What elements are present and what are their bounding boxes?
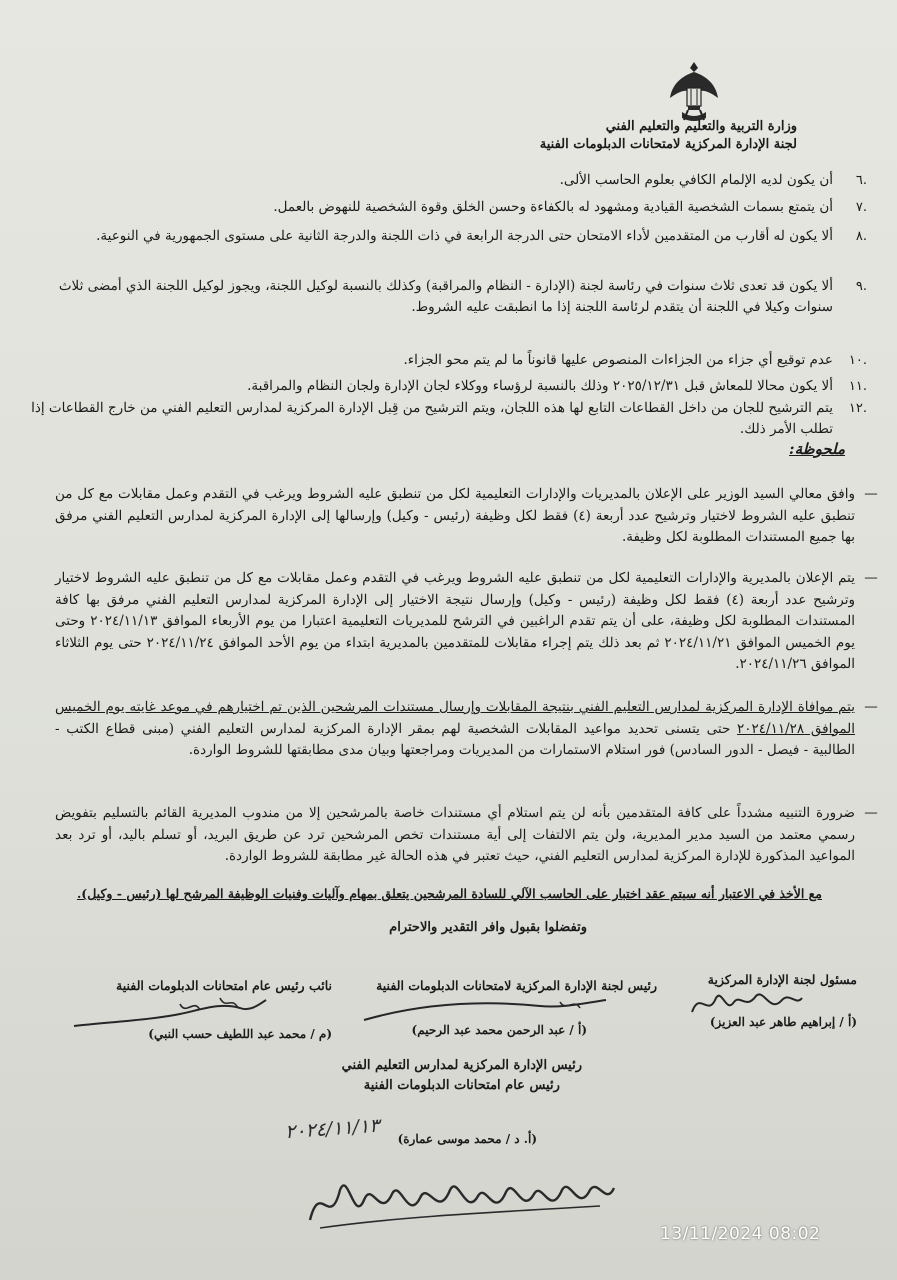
signatory-title: نائب رئيس عام امتحانات الدبلومات الفنية xyxy=(116,978,332,993)
handwritten-date: ٢٠٢٤/١١/١٣ xyxy=(284,1114,381,1144)
computer-test-note: مع الأخذ في الاعتبار أنه سيتم عقد اختبار على الحاسب الآلي للسادة المرشحين يتعلق بمهام وآليات وفنيات الوظيفة المرشح لها (رئيس - وكيل). xyxy=(76,886,822,901)
bullet-text: حتى يتسنى تحديد مواعيد المقابلات الشخصية لهم بمقر الإدارة المركزية لمدارس التعليم الفني (مبنى قطاع الكتب - الطالبية - فيصل - الدور السادس) فور استلام الاستمارات من المديريات ومراجعتها وبيان مدى مطابقتها للشروط الواردة. xyxy=(55,720,855,758)
bullet-text: وافق معالي السيد الوزير على الإعلان بالمديريات والإدارات التعليمية لكل من تنطبق عليه الشروط ويرغب في التقدم وعمل مقابلات مع كل من تنطبق عليه الشروط لاختيار وترشيح عدد أربعة (٤) فقط لكل وظيفة (رئيس - وكيل) وإرسالها إلى الإدارة المركزية لمدارس التعليم الفني مرفق بها جميع المستندات المطلوبة لكل وظيفة. xyxy=(55,486,855,545)
bullet-dash: — xyxy=(864,805,878,821)
condition-item xyxy=(22,350,867,371)
condition-number: .٩ xyxy=(855,279,867,294)
condition-text: ألا يكون قد تعدى ثلاث سنوات في رئاسة لجنة (الإدارة - النظام والمراقبة) وكذلك بالنسبة لوكيل اللجنة، ويجوز لوكيل اللجنة الذي أمضى ثلاث سنوات وكيلا في اللجنة أن يتقدم لرئاسة اللجنة إذا ما انطبقت عليه الشروط. xyxy=(58,278,833,315)
condition-text: ألا يكون له أقارب من المتقدمين لأداء الامتحان حتى الدرجة الرابعة في ذات اللجنة والدرجة الثانية على مستوى الجمهورية في النوعية. xyxy=(96,228,833,244)
condition-number: .٧ xyxy=(855,200,867,215)
president-name: (أ. د / محمد موسى عمارة) xyxy=(397,1132,537,1146)
signatory-name: (م / محمد عبد اللطيف حسب النبي) xyxy=(148,1027,332,1041)
condition-number: .٨ xyxy=(855,229,867,244)
ministry-name: وزارة التربية والتعليم والتعليم الفني xyxy=(605,119,797,134)
condition-text: يتم الترشيح للجان من داخل القطاعات التابع لها هذه اللجان، ويتم الترشيح من قِبل الإدارة المركزية لمدارس التعليم الفني من خارج القطاعات إذا تطلب الأمر ذلك. xyxy=(31,400,833,437)
note-bullet xyxy=(55,568,878,676)
condition-text: أن يكون لديه الإلمام الكافي بعلوم الحاسب الألى. xyxy=(559,172,833,188)
signature-scribble-icon xyxy=(360,996,610,1026)
signatory-name: (أ / عبد الرحمن محمد عبد الرحيم) xyxy=(411,1023,587,1037)
condition-number: .١٢ xyxy=(848,401,867,416)
condition-item xyxy=(22,170,867,191)
condition-number: .١٠ xyxy=(848,353,867,368)
bullet-dash: — xyxy=(864,570,878,586)
closing-line: وتفضلوا بقبول وافر التقدير والاحترام xyxy=(389,920,587,935)
signatory-name: (أ / إبراهيم طاهر عبد العزيز) xyxy=(709,1015,857,1029)
note-heading: ملحوظة: xyxy=(789,440,845,458)
condition-item xyxy=(22,226,867,247)
bullet-text: ضرورة التنبيه مشدداً على كافة المتقدمين بأنه لن يتم استلام أي مستندات خاصة بالمرشحين إلا من مندوب المديرية القائم بالتسليم بتفويض رسمي معتمد من السيد مدير المديرية، ولن يتم الالتفات إلى أية مستندات تخص المرشحين ترد عن طريق البريد، أو تسلم باليد، أو ترد بعد المواعيد المذكورة للإدارة المركزية لمدارس التعليم الفني، حيث تعتبر في هذه الحالة غير مطابقة للشروط الواردة. xyxy=(55,805,855,864)
condition-text: عدم توقيع أي جزاء من الجزاءات المنصوص عليها قانوناً ما لم يتم محو الجزاء. xyxy=(403,352,833,368)
note-bullet xyxy=(55,484,878,549)
condition-text: ألا يكون محالا للمعاش قبل ٢٠٢٥/١٢/٣١ وذلك بالنسبة لرؤساء ووكلاء لجان الإدارة ولجان النظام والمراقبة. xyxy=(247,378,833,394)
note-bullet xyxy=(55,803,878,868)
condition-item xyxy=(22,398,867,440)
condition-text: أن يتمتع بسمات الشخصية القيادية ومشهود له بالكفاءة وحسن الخلق وقوة الشخصية للنهوض بالعمل. xyxy=(273,199,833,215)
condition-number: .٦ xyxy=(855,173,867,188)
president-block xyxy=(342,1056,582,1096)
signatory-title: رئيس لجنة الإدارة المركزية لامتحانات الدبلومات الفنية xyxy=(376,978,657,993)
bullet-underlined-text: يتم موافاة الإدارة المركزية لمدارس التعليم الفني بنتيجة المقابلات وإرسال مستندات المرشحين الذين تم اختيارهم في موعد غايته يوم الخميس الموافق ٢٠٢٤/١١/٢٨ xyxy=(55,699,855,737)
bullet-dash: — xyxy=(864,699,878,715)
condition-item xyxy=(22,276,867,318)
signature-scribble-icon xyxy=(70,992,270,1032)
condition-item xyxy=(22,376,867,397)
signature-scribble-icon xyxy=(686,984,806,1024)
signatory-title: مسئول لجنة الإدارة المركزية xyxy=(707,972,857,987)
bullet-text: يتم الإعلان بالمديرية والإدارات التعليمية لكل من تنطبق عليه الشروط ويرغب في التقدم وعمل مقابلات مع كل من تنطبق عليه الشروط لاختيار وترشيح عدد أربعة (٤) فقط لكل وظيفة (رئيس - وكيل) وإرسال نتيجة الاختيار إلى الإدارة المركزية لمدارس التعليم الفني مرفق بها كافة المستندات المطلوبة لكل وظيفة، على أن يتم تقدم الراغبين في الترشح للمديريات التعليمية اعتبارا من يوم الأربعاء الموافق ٢٠٢٤/١١/١٣ وحتى يوم الخميس الموافق ٢٠٢٤/١١/٢١ ثم بعد ذلك يتم إجراء مقابلات للمتقدمين بالمديرية ابتداء من يوم الأحد الموافق ٢٠٢٤/١١/٢٤ حتى يوم الثلاثاء الموافق ٢٠٢٤/١١/٢٦. xyxy=(55,570,855,672)
bullet-dash: — xyxy=(864,486,878,502)
photo-timestamp: 13/11/2024 08:02 xyxy=(660,1224,821,1244)
committee-name: لجنة الإدارة المركزية لامتحانات الدبلومات الفنية xyxy=(539,137,797,152)
condition-item xyxy=(22,197,867,218)
note-bullet xyxy=(55,697,878,762)
president-title-1: رئيس الإدارة المركزية لمدارس التعليم الفني xyxy=(341,1058,582,1073)
condition-number: .١١ xyxy=(848,379,867,394)
letterhead xyxy=(437,118,797,154)
president-title-2: رئيس عام امتحانات الدبلومات الفنية xyxy=(363,1078,560,1093)
